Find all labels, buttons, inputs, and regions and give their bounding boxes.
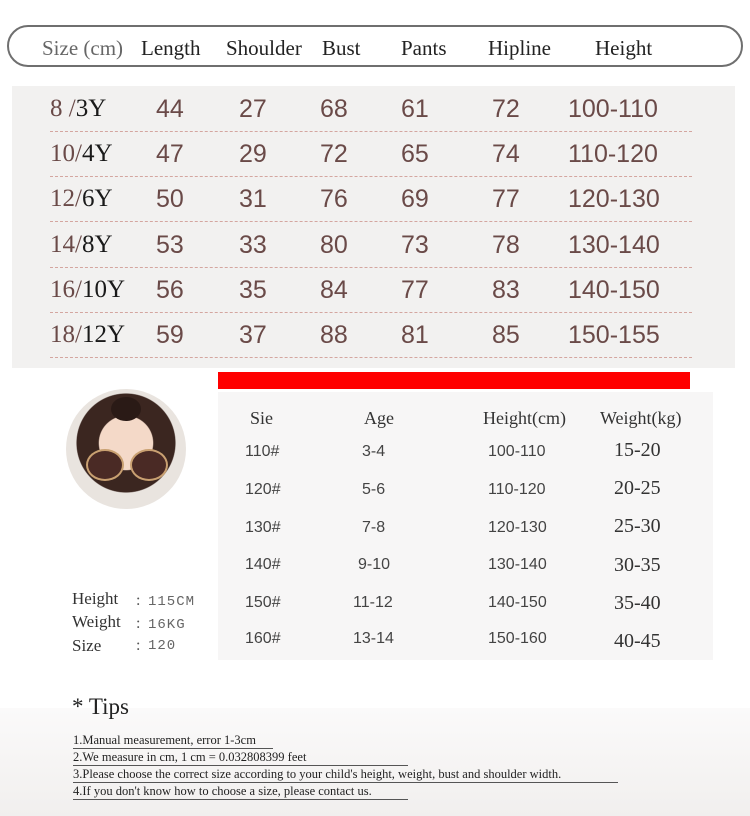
tips-title: * Tips (72, 694, 129, 719)
tip-underline (73, 782, 618, 783)
cell-age: 9-10 (358, 556, 391, 573)
cell-sie: 150# (245, 594, 281, 611)
tip-item: 4.If you don't know how to choose a size, please contact us. (73, 784, 372, 798)
header-size: Size (cm) (42, 36, 124, 60)
cell-pants: 73 (401, 231, 429, 259)
header-hipline: Hipline (488, 36, 551, 60)
size-number: 8 (50, 95, 63, 122)
col-header-age: Age (364, 408, 394, 428)
cell-shoulder: 29 (239, 140, 267, 168)
model-photo (66, 389, 186, 509)
separator: : (136, 637, 141, 654)
size-age: 3Y (75, 95, 107, 122)
cell-length: 50 (156, 185, 184, 213)
tip-item: 1.Manual measurement, error 1-3cm (73, 733, 256, 747)
model-height-label: Height (72, 589, 119, 608)
cell-age: 5-6 (362, 481, 386, 498)
cell-height: 130-140 (488, 556, 547, 573)
cell-hipline: 74 (492, 140, 520, 168)
table-row: 16/10Y 56 35 84 77 83 140-150 (12, 268, 735, 313)
sunglasses-lens-left (86, 449, 124, 481)
cell-hipline: 77 (492, 185, 520, 213)
tip-item: 2.We measure in cm, 1 cm = 0.032808399 feet (73, 750, 307, 764)
size-age: 6Y (81, 185, 113, 212)
size-age: 12Y (81, 321, 126, 348)
cell-age: 7-8 (362, 519, 386, 536)
cell-hipline: 72 (492, 95, 520, 123)
cell-age: 13-14 (353, 630, 394, 647)
cell-bust: 88 (320, 321, 348, 349)
cell-bust: 68 (320, 95, 348, 123)
separator: : (136, 592, 141, 609)
cell-pants: 61 (401, 95, 429, 123)
model-height-value: 115CM (148, 594, 196, 610)
cell-length: 44 (156, 95, 184, 123)
cell-hipline: 78 (492, 231, 520, 259)
cell-height: 140-150 (488, 594, 547, 611)
cell-length: 59 (156, 321, 184, 349)
table-row: 8 /3Y 44 27 68 61 72 100-110 (12, 87, 735, 132)
model-size-label: Size (72, 636, 102, 655)
cell-weight: 25-30 (614, 515, 661, 537)
tip-underline (73, 765, 408, 766)
cell-sie: 130# (245, 519, 281, 536)
size-number: 16 (50, 276, 75, 303)
cell-height: 150-160 (488, 630, 547, 647)
table-row: 18/12Y 59 37 88 81 85 150-155 (12, 313, 735, 358)
size-age: 10Y (81, 276, 126, 303)
hair-bun-shape (111, 397, 141, 421)
col-header-sie: Sie (250, 408, 274, 428)
table-row: 10/4Y 47 29 72 65 74 110-120 (12, 132, 735, 177)
size-number: 14 (50, 231, 75, 258)
cell-length: 47 (156, 140, 184, 168)
tip-item: 3.Please choose the correct size according to your child's height, weight, bust and shoulder width. (73, 767, 562, 781)
cell-shoulder: 31 (239, 185, 267, 213)
tip-underline (73, 799, 408, 800)
cell-pants: 65 (401, 140, 429, 168)
cell-height: 140-150 (568, 276, 660, 304)
cell-height: 150-155 (568, 321, 660, 349)
col-header-weight: Weight(kg) (600, 408, 682, 428)
header-length: Length (141, 36, 201, 60)
size-chart-table (12, 86, 735, 368)
cell-pants: 77 (401, 276, 429, 304)
col-header-height: Height(cm) (483, 408, 566, 428)
cell-height: 120-130 (488, 519, 547, 536)
cell-height: 110-120 (488, 481, 546, 498)
cell-pants: 69 (401, 185, 429, 213)
cell-weight: 40-45 (614, 630, 661, 652)
size-number: 12 (50, 185, 75, 212)
table-row: 14/8Y 53 33 80 73 78 130-140 (12, 223, 735, 268)
cell-bust: 76 (320, 185, 348, 213)
cell-height: 130-140 (568, 231, 660, 259)
table-row: 12/6Y 50 31 76 69 77 120-130 (12, 177, 735, 222)
cell-sie: 120# (245, 481, 281, 498)
row-divider (50, 357, 692, 358)
model-size-value: 120 (148, 638, 177, 654)
header-height: Height (595, 36, 653, 60)
cell-shoulder: 35 (239, 276, 267, 304)
cell-weight: 20-25 (614, 477, 661, 499)
cell-height: 100-110 (488, 443, 546, 460)
header-pants: Pants (401, 36, 447, 60)
size-chart-header (7, 25, 743, 67)
cell-weight: 35-40 (614, 592, 661, 614)
size-number: 10 (50, 140, 75, 167)
cell-sie: 160# (245, 630, 281, 647)
tip-underline (73, 748, 273, 749)
size-age: 8Y (81, 231, 113, 258)
cell-age: 11-12 (353, 594, 393, 611)
cell-shoulder: 27 (239, 95, 267, 123)
cell-length: 56 (156, 276, 184, 304)
cell-sie: 110# (245, 443, 280, 460)
cell-age: 3-4 (362, 443, 386, 460)
model-weight-label: Weight (72, 612, 121, 631)
cell-height: 100-110 (568, 95, 658, 123)
model-weight-value: 16KG (148, 617, 186, 633)
cell-hipline: 83 (492, 276, 520, 304)
cell-height: 120-130 (568, 185, 660, 213)
cell-pants: 81 (401, 321, 429, 349)
cell-weight: 30-35 (614, 554, 661, 576)
cell-shoulder: 37 (239, 321, 267, 349)
cell-weight: 15-20 (614, 439, 661, 461)
cell-bust: 80 (320, 231, 348, 259)
cell-height: 110-120 (568, 140, 658, 168)
cell-hipline: 85 (492, 321, 520, 349)
size-age: 4Y (81, 140, 113, 167)
size-number: 18 (50, 321, 75, 348)
red-divider-bar (218, 372, 690, 389)
separator: : (136, 615, 141, 632)
cell-bust: 72 (320, 140, 348, 168)
header-bust: Bust (322, 36, 361, 60)
cell-shoulder: 33 (239, 231, 267, 259)
cell-length: 53 (156, 231, 184, 259)
row-divider (50, 221, 692, 222)
header-shoulder: Shoulder (226, 36, 302, 60)
cell-sie: 140# (245, 556, 281, 573)
cell-bust: 84 (320, 276, 348, 304)
sunglasses-lens-right (130, 449, 168, 481)
age-size-table (218, 392, 713, 660)
